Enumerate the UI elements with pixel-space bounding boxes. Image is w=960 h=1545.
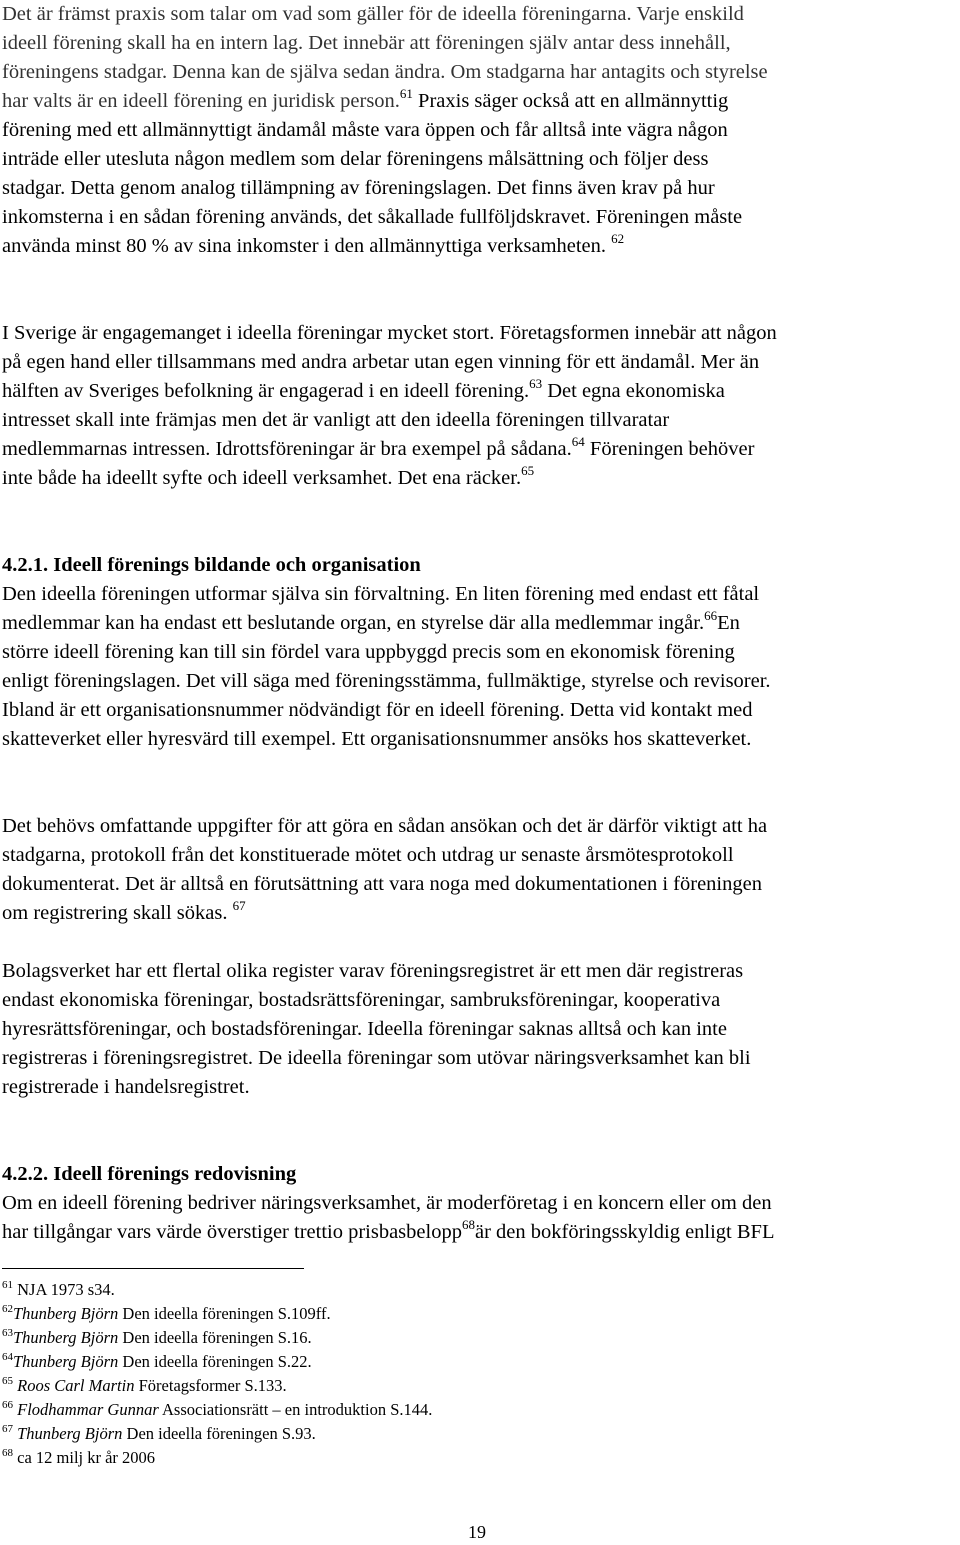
body-text: medlemmar kan ha endast ett beslutande organ, en styrelse där alla medlemmar ingår.: [2, 612, 705, 634]
footnote-author: Thunberg Björn: [13, 1352, 119, 1371]
body-line: inträde eller utesluta någon medlem som delar föreningens målsättning och följer dess: [2, 148, 709, 170]
footnote-text: Den ideella föreningen S.22.: [122, 1352, 312, 1371]
footnote-ref-65[interactable]: 65: [521, 463, 535, 478]
footnote: [2, 1327, 312, 1347]
body-line: endast ekonomiska föreningar, bostadsrättsföreningar, sambruksföreningar, kooperativa: [2, 989, 721, 1011]
body-line: [2, 898, 246, 924]
body-text: använda minst 80 % av sina inkomster i den allmännyttiga verksamheten.: [2, 235, 607, 257]
body-line: [2, 434, 755, 460]
body-line: [2, 376, 725, 402]
body-line: registrerade i handelsregistret.: [2, 1076, 250, 1098]
body-line: Det behövs omfattande uppgifter för att göra en sådan ansökan och det är därför viktigt att ha: [2, 815, 768, 837]
footnote-text: Associationsrätt – en introduktion S.144.: [161, 1400, 433, 1419]
body-line: intresset skall inte främjas men det är vanligt att den ideella föreningen tillvaratar: [2, 409, 670, 431]
footnote-author: Roos Carl Martin: [17, 1376, 135, 1395]
footnote-ref-61[interactable]: 61: [399, 86, 413, 101]
footnote-text: Den ideella föreningen S.16.: [122, 1328, 312, 1347]
body-line: registreras i föreningsregistret. De ideella föreningar som utövar näringsverksamhet kan bli: [2, 1047, 751, 1069]
body-text: Det egna ekonomiska: [547, 380, 725, 402]
body-line: enligt föreningslagen. Det vill säga med föreningsstämma, fullmäktige, styrelse och revisorer.: [2, 670, 771, 692]
footnote-author: Thunberg Björn: [17, 1424, 123, 1443]
body-line: på egen hand eller tillsammans med andra arbetar utan egen vinning för ett ändamål. Mer än: [2, 351, 760, 373]
body-line: ideell förening skall ha en intern lag. Det innebär att föreningen själv antar dess innehåll,: [2, 32, 731, 54]
body-text: har tillgångar vars värde överstiger trettio prisbasbelopp: [2, 1221, 462, 1243]
footnote-number: 66: [2, 1399, 13, 1411]
body-text: hälften av Sveriges befolkning är engagerad i en ideell förening.: [2, 380, 530, 402]
body-text: är den bokföringsskyldig enligt BFL: [474, 1221, 775, 1243]
body-line: inkomsterna i en sådan förening används, det såkallade fullföljdskravet. Föreningen måste: [2, 206, 743, 228]
body-line: [2, 608, 740, 634]
footnote: [2, 1351, 312, 1371]
footnote-number: 62: [2, 1303, 13, 1315]
footnote-number: 67: [2, 1423, 13, 1435]
page-number: 19: [468, 1522, 486, 1542]
footnote-text: Företagsformer S.133.: [138, 1376, 287, 1395]
footnote-ref-68[interactable]: 68: [461, 1217, 475, 1232]
footnote-ref-64[interactable]: 64: [571, 434, 585, 449]
body-line: föreningens stadgar. Denna kan de själva sedan ändra. Om stadgarna har antagits och styrelse: [2, 61, 768, 83]
section-heading: 4.2.2. Ideell förenings redovisning: [2, 1163, 297, 1185]
body-line: stadgarna, protokoll från det konstituerade mötet och utdrag ur senaste årsmötesprotokoll: [2, 844, 734, 866]
body-line: Den ideella föreningen utformar själva sin förvaltning. En liten förening med endast ett fåtal: [2, 583, 760, 605]
footnote: [2, 1375, 287, 1395]
footnote: [2, 1399, 433, 1419]
footnote-text: NJA 1973 s34.: [17, 1280, 115, 1299]
footnote-text: ca 12 milj kr år 2006: [17, 1448, 156, 1467]
footnote: [2, 1279, 115, 1299]
body-line: större ideell förening kan till sin fördel vara uppbyggd precis som en ekonomisk förening: [2, 641, 735, 663]
body-text: medlemmarnas intressen. Idrottsföreningar är bra exempel på sådana.: [2, 438, 572, 460]
body-line: stadgar. Detta genom analog tillämpning av föreningslagen. Det finns även krav på hur: [2, 177, 715, 199]
footnote-number: 65: [2, 1375, 13, 1387]
footnote-number: 61: [2, 1279, 13, 1291]
footnote: [2, 1447, 156, 1467]
body-text: Föreningen behöver: [589, 438, 755, 460]
body-text: Praxis säger också att en allmännyttig: [418, 90, 729, 112]
footnote-ref-63[interactable]: 63: [529, 376, 543, 391]
body-line: I Sverige är engagemanget i ideella föreningar mycket stort. Företagsformen innebär att någon: [2, 322, 777, 344]
body-text: inte både ha ideellt syfte och ideell verksamhet. Det ena räcker.: [2, 467, 522, 489]
body-line: hyresrättsföreningar, och bostadsföreningar. Ideella föreningar saknas alltså och kan inte: [2, 1018, 727, 1040]
footnote-ref-67[interactable]: 67: [232, 898, 246, 913]
body-line: skatteverket eller hyresvärd till exempel. Ett organisationsnummer ansöks hos skatteverket.: [2, 728, 752, 750]
footnote-number: 68: [2, 1447, 13, 1459]
body-text: En: [717, 612, 740, 634]
footnote-separator: [2, 1268, 304, 1269]
body-line: dokumenterat. Det är alltså en förutsättning att vara noga med dokumentationen i föreningen: [2, 873, 762, 895]
body-line: [2, 86, 729, 112]
body-line: förening med ett allmännyttigt ändamål måste vara öppen och får alltså inte vägra någon: [2, 119, 728, 141]
footnote-author: Thunberg Björn: [13, 1328, 119, 1347]
footnote-text: Den ideella föreningen S.93.: [126, 1424, 316, 1443]
footnote: [2, 1303, 331, 1323]
footnote-text: Den ideella föreningen S.109ff.: [122, 1304, 331, 1323]
body-line: [2, 463, 535, 489]
footnote: [2, 1423, 316, 1443]
footnote-number: 63: [2, 1327, 13, 1339]
footnote-number: 64: [2, 1351, 13, 1363]
footnote-author: Thunberg Björn: [13, 1304, 119, 1323]
body-line: Bolagsverket har ett flertal olika register varav föreningsregistret är ett men där registreras: [2, 960, 744, 982]
body-line: Det är främst praxis som talar om vad som gäller för de ideella föreningarna. Varje enskild: [2, 3, 744, 25]
footnote-ref-62[interactable]: 62: [611, 231, 625, 246]
body-line: Ibland är ett organisationsnummer nödvändigt för en ideell förening. Detta vid kontakt med: [2, 699, 753, 721]
body-text: har valts är en ideell förening en juridisk person.: [2, 90, 400, 112]
body-line: [2, 1217, 775, 1243]
footnote-ref-66[interactable]: 66: [704, 608, 718, 623]
body-line: Om en ideell förening bedriver näringsverksamhet, är moderföretag i en koncern eller om den: [2, 1192, 772, 1214]
body-line: [2, 231, 625, 257]
footnote-author: Flodhammar Gunnar: [17, 1400, 159, 1419]
section-heading: 4.2.1. Ideell förenings bildande och organisation: [2, 554, 421, 576]
body-text: om registrering skall sökas.: [2, 902, 228, 924]
